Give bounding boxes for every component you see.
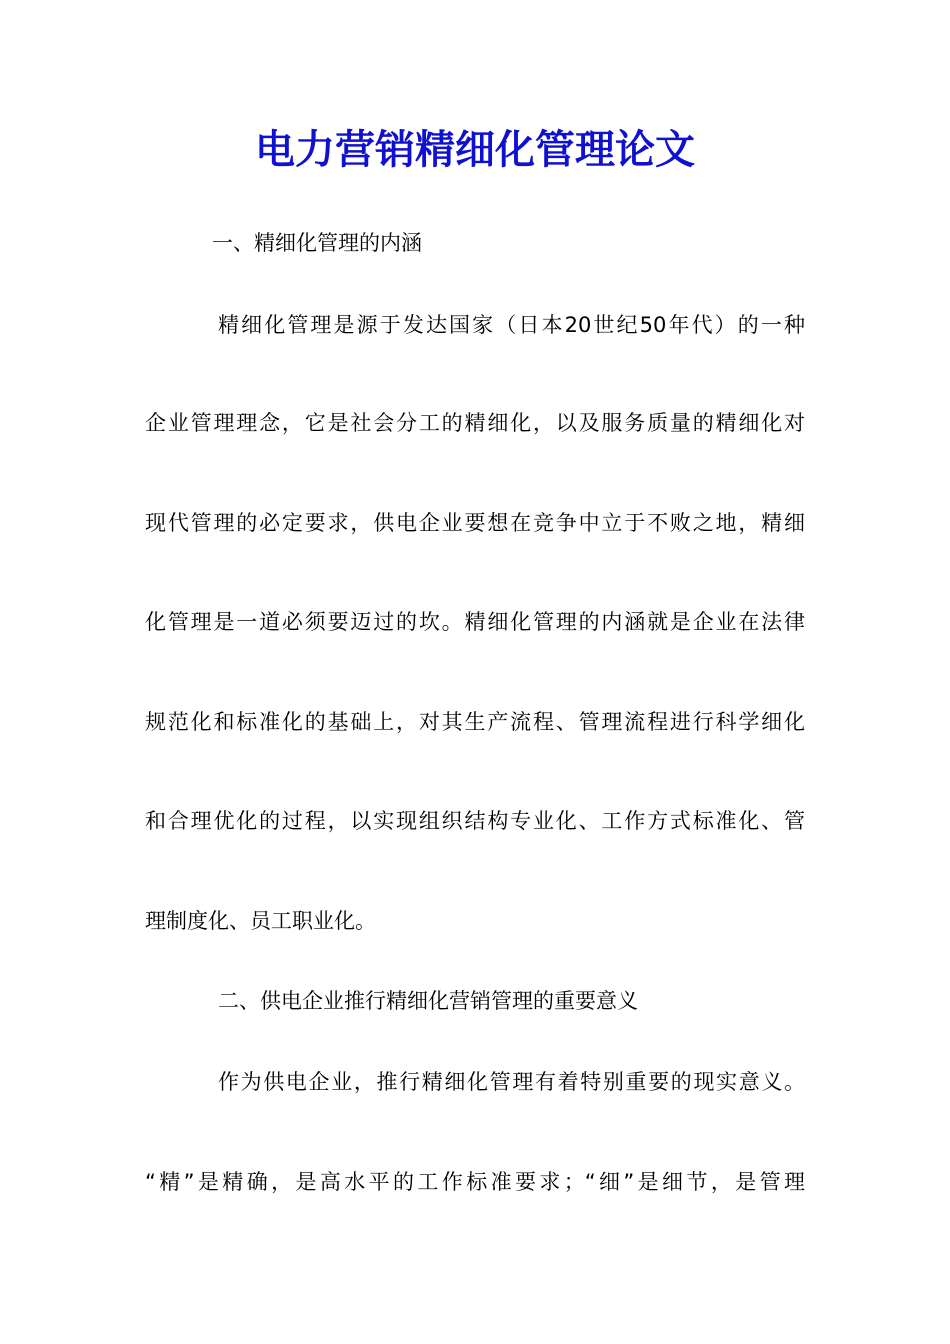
document-title: 电力营销精细化管理论文	[255, 126, 695, 173]
paragraph-line: 精细化管理是源于发达国家（日本20世纪50年代）的一种	[218, 313, 805, 337]
paragraph-line: 化管理是一道必须要迈过的坎。精细化管理的内涵就是企业在法律	[145, 610, 805, 634]
section-heading-1: 一、精细化管理的内涵	[212, 231, 422, 255]
paragraph-line: 理制度化、员工职业化。	[145, 909, 376, 933]
paragraph-line: 和合理优化的过程，以实现组织结构专业化、工作方式标准化、管	[145, 809, 805, 833]
section-heading-2: 二、供电企业推行精细化营销管理的重要意义	[218, 989, 638, 1013]
paragraph-line: 规范化和标准化的基础上，对其生产流程、管理流程进行科学细化	[145, 710, 805, 734]
paragraph-line: 作为供电企业，推行精细化管理有着特别重要的现实意义。	[218, 1070, 805, 1094]
paragraph-line: 现代管理的必定要求，供电企业要想在竞争中立于不败之地，精细	[145, 511, 805, 535]
paragraph-line: 企业管理理念，它是社会分工的精细化，以及服务质量的精细化对	[145, 411, 805, 435]
paragraph-line: “精”是精确，是高水平的工作标准要求；“细”是细节，是管理	[145, 1170, 805, 1194]
